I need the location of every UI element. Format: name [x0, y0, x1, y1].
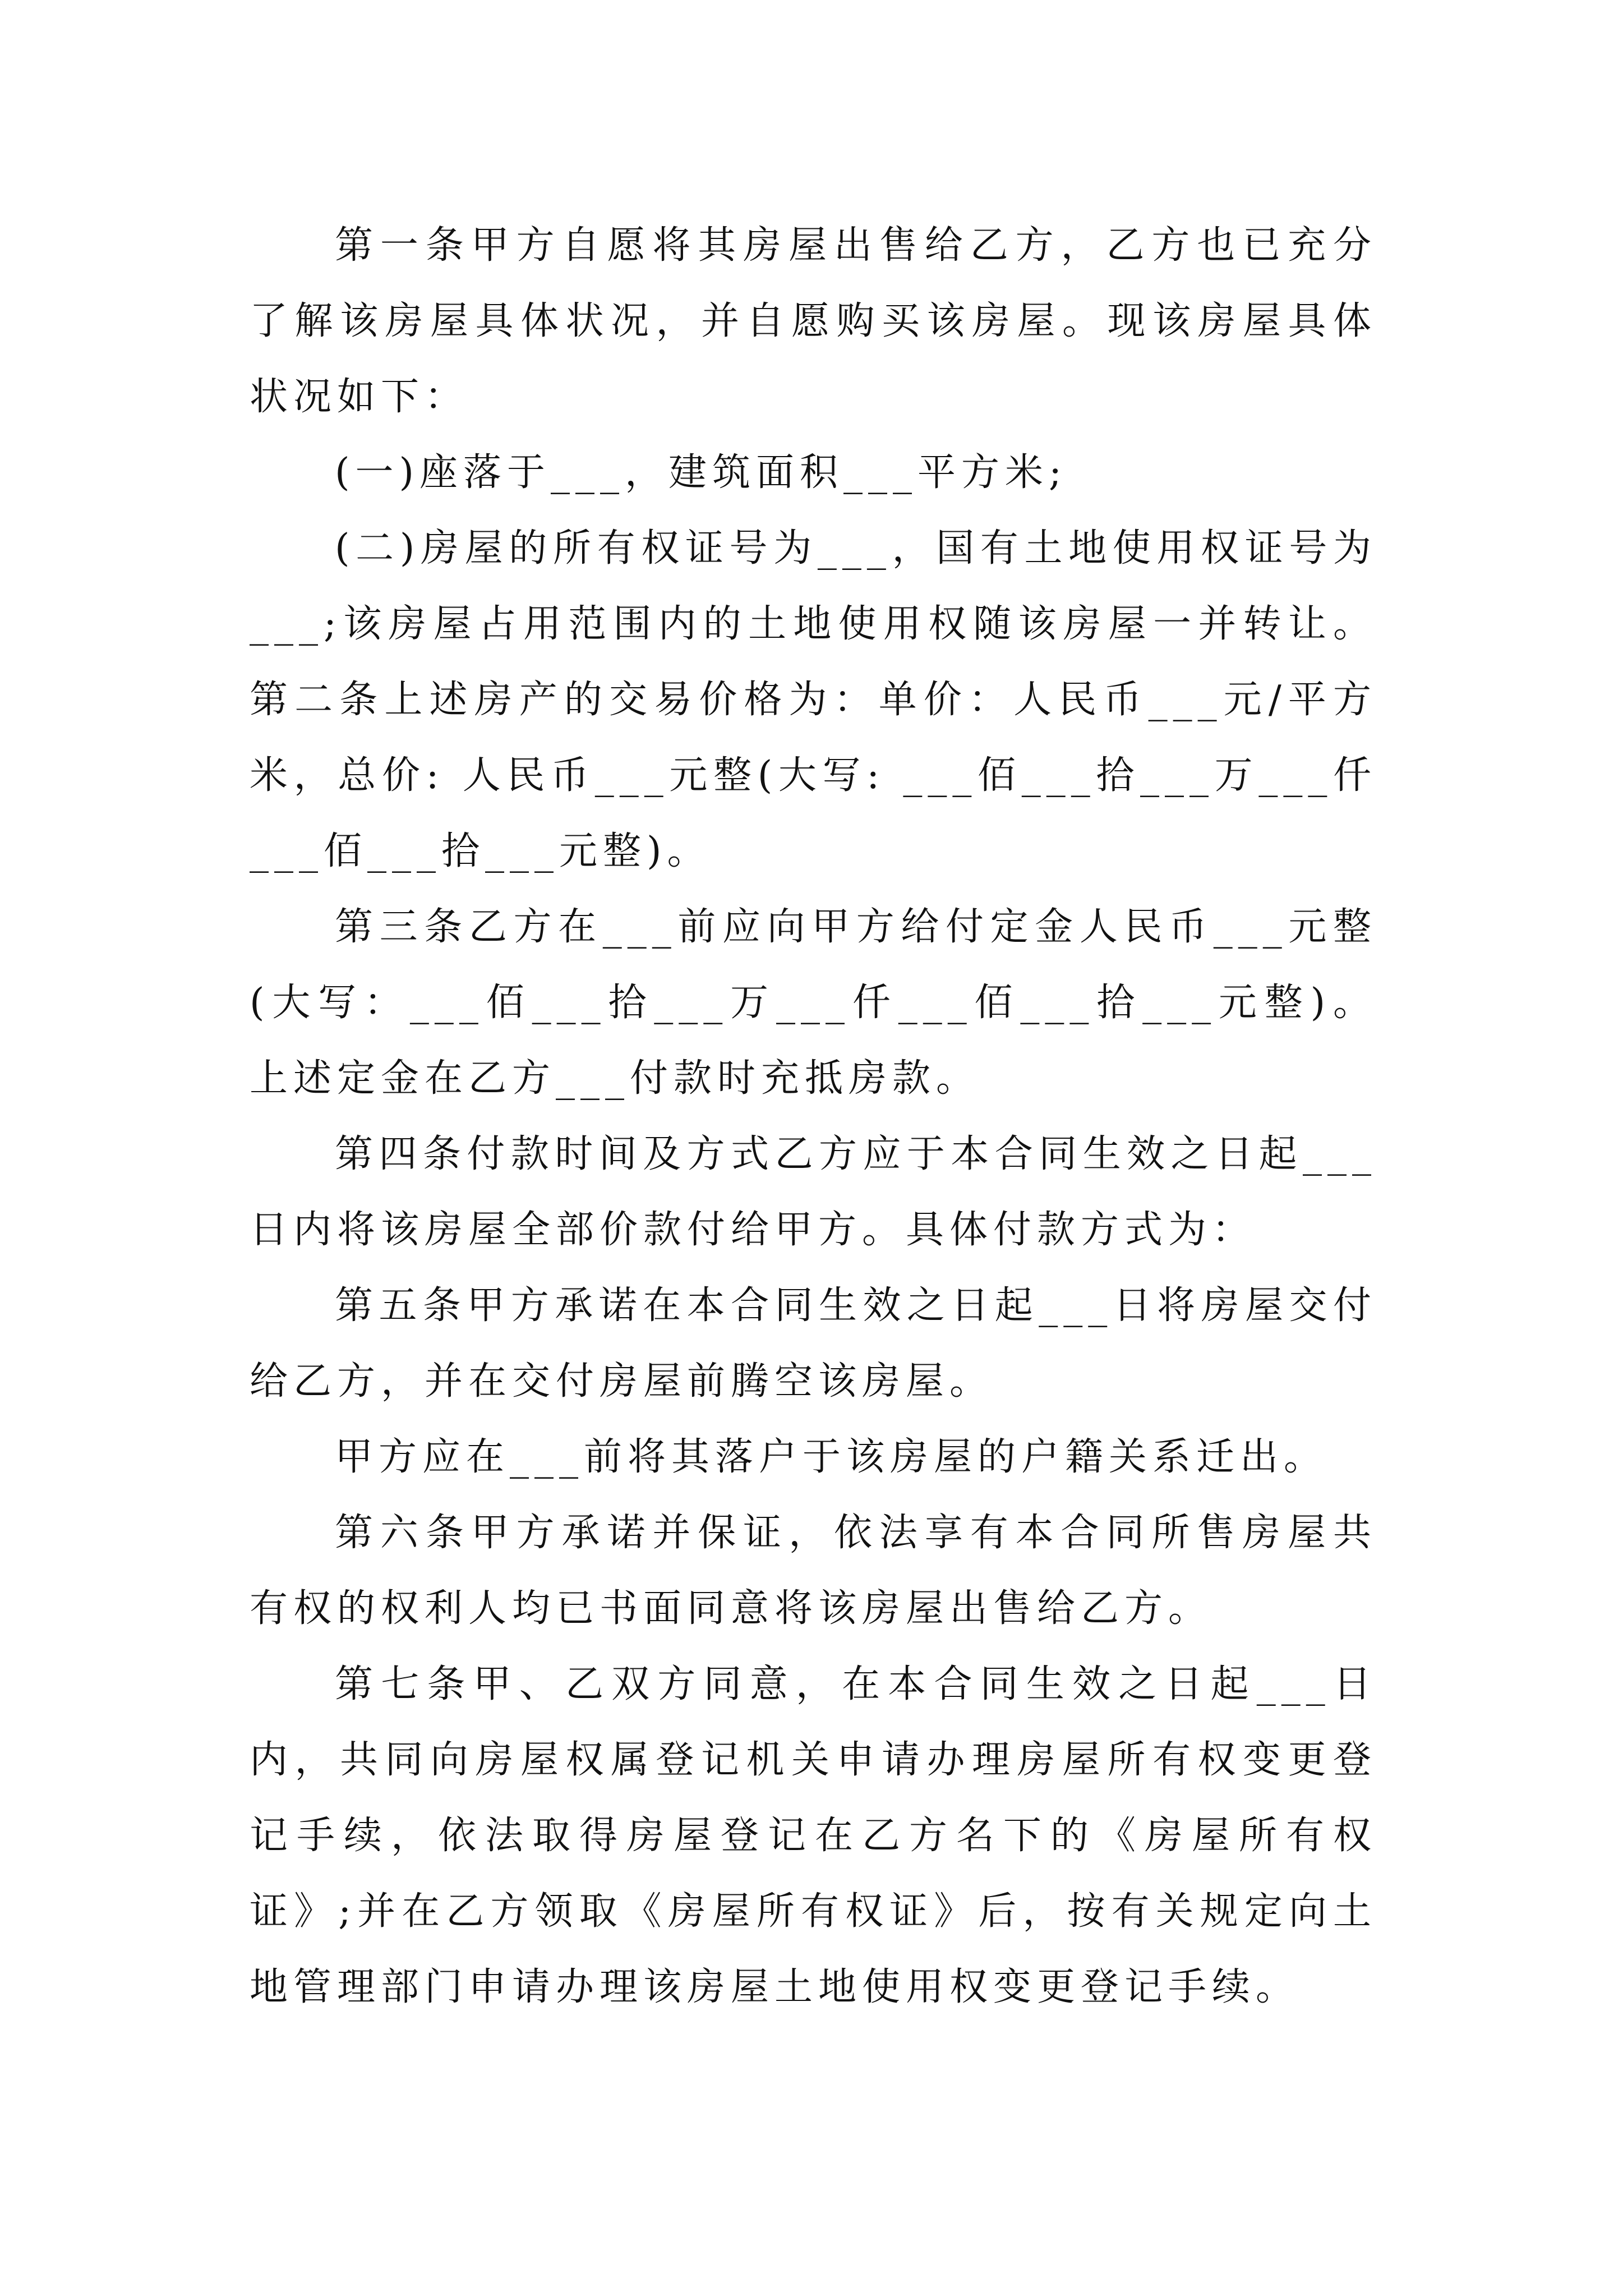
document-body	[250, 208, 1377, 2025]
clause-5-household-paragraph: 甲方应在___前将其落户于该房屋的户籍关系迁出。	[335, 1435, 1328, 1479]
clause-5-paragraph: 第五条甲方承诺在本合同生效之日起___日将房屋交付给乙方，并在交付房屋前腾空该房屋。	[250, 1283, 1377, 1404]
clause-1-item-2-paragraph: (二)房屋的所有权证号为___，国有土地使用权证号为___;该房屋占用范围内的土地使用权随该房屋一并转让。第二条上述房产的交易价格为：单价：人民币___元/平方米，总价: 人民币___元整(大写: ___佰___拾___万___仟___佰___拾___元整)。	[250, 526, 1377, 873]
clause-1-item-1-paragraph: (一)座落于___，建筑面积___平方米;	[335, 450, 1067, 495]
clause-6-paragraph: 第六条甲方承诺并保证，依法享有本合同所售房屋共有权的权利人均已书面同意将该房屋出售给乙方。	[250, 1511, 1377, 1631]
clause-1-paragraph: 第一条甲方自愿将其房屋出售给乙方，乙方也已充分了解该房屋具体状况，并自愿购买该房屋。现该房屋具体状况如下：	[250, 223, 1377, 419]
clause-7-paragraph: 第七条甲、乙双方同意，在本合同生效之日起___日内，共同向房屋权属登记机关申请办理房屋所有权变更登记手续，依法取得房屋登记在乙方名下的《房屋所有权证》;并在乙方领取《房屋所有权证》后，按有关规定向土地管理部门申请办理该房屋土地使用权变更登记手续。	[250, 1662, 1377, 2009]
clause-3-paragraph: 第三条乙方在___前应向甲方给付定金人民币___元整(大写：___佰___拾___万___仟___佰___拾___元整)。上述定金在乙方___付款时充抵房款。	[250, 905, 1377, 1101]
clause-4-paragraph: 第四条付款时间及方式乙方应于本合同生效之日起___日内将该房屋全部价款付给甲方。具体付款方式为：	[250, 1132, 1377, 1252]
